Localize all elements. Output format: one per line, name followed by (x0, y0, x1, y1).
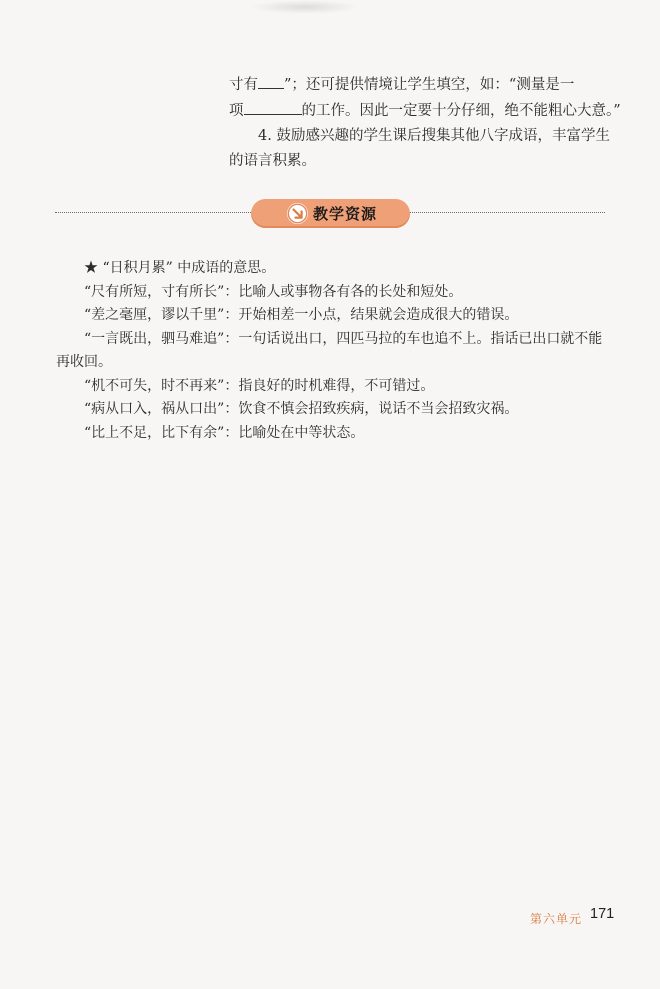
resource-intro: ★ “日积月累” 中成语的意思。 (84, 260, 276, 276)
item-4-line-1: 4. 鼓励感兴趣的学生课后搜集其他八字成语，丰富学生 (258, 128, 610, 144)
text-fragment: ”；还可提供情境让学生填空，如：“测量是一 (284, 77, 575, 93)
fill-blank (244, 100, 302, 115)
page-number: 171 (590, 906, 615, 922)
resource-entry: “一言既出，驷马难追”：一句话说出口，四匹马拉的车也追不上。指话已出口就不能 (84, 331, 603, 347)
text-fragment: 寸有 (229, 77, 258, 93)
continuation-line-1 (229, 73, 574, 97)
scan-shadow (250, 0, 360, 14)
resource-entry: “机不可失，时不再来”：指良好的时机难得，不可错过。 (84, 378, 435, 394)
unit-label: 第六单元 (530, 912, 583, 926)
arrow-down-right-icon (287, 203, 308, 224)
item-4-line-2: 的语言积累。 (229, 153, 316, 169)
resource-entry: “差之毫厘，谬以千里”：开始相差一小点，结果就会造成很大的错误。 (84, 307, 519, 323)
resource-entry: “病从口入，祸从口出”：饮食不慎会招致疾病，说话不当会招致灾祸。 (84, 401, 519, 417)
resource-entry-continued: 再收回。 (56, 354, 112, 370)
text-fragment: 的工作。因此一定要十分仔细，绝不能粗心大意。” (301, 103, 621, 119)
section-divider-left (55, 212, 253, 213)
text-fragment: 项 (229, 103, 244, 119)
resource-entry: “比上不足，比下有余”：比喻处在中等状态。 (84, 425, 365, 441)
resource-entry: “尺有所短，寸有所长”：比喻人或事物各有各的长处和短处。 (84, 284, 463, 300)
section-header-badge (251, 199, 410, 228)
section-divider-right (410, 212, 605, 213)
fill-blank (258, 74, 284, 89)
continuation-line-2 (229, 99, 621, 123)
section-title: 教学资源 (313, 205, 378, 223)
